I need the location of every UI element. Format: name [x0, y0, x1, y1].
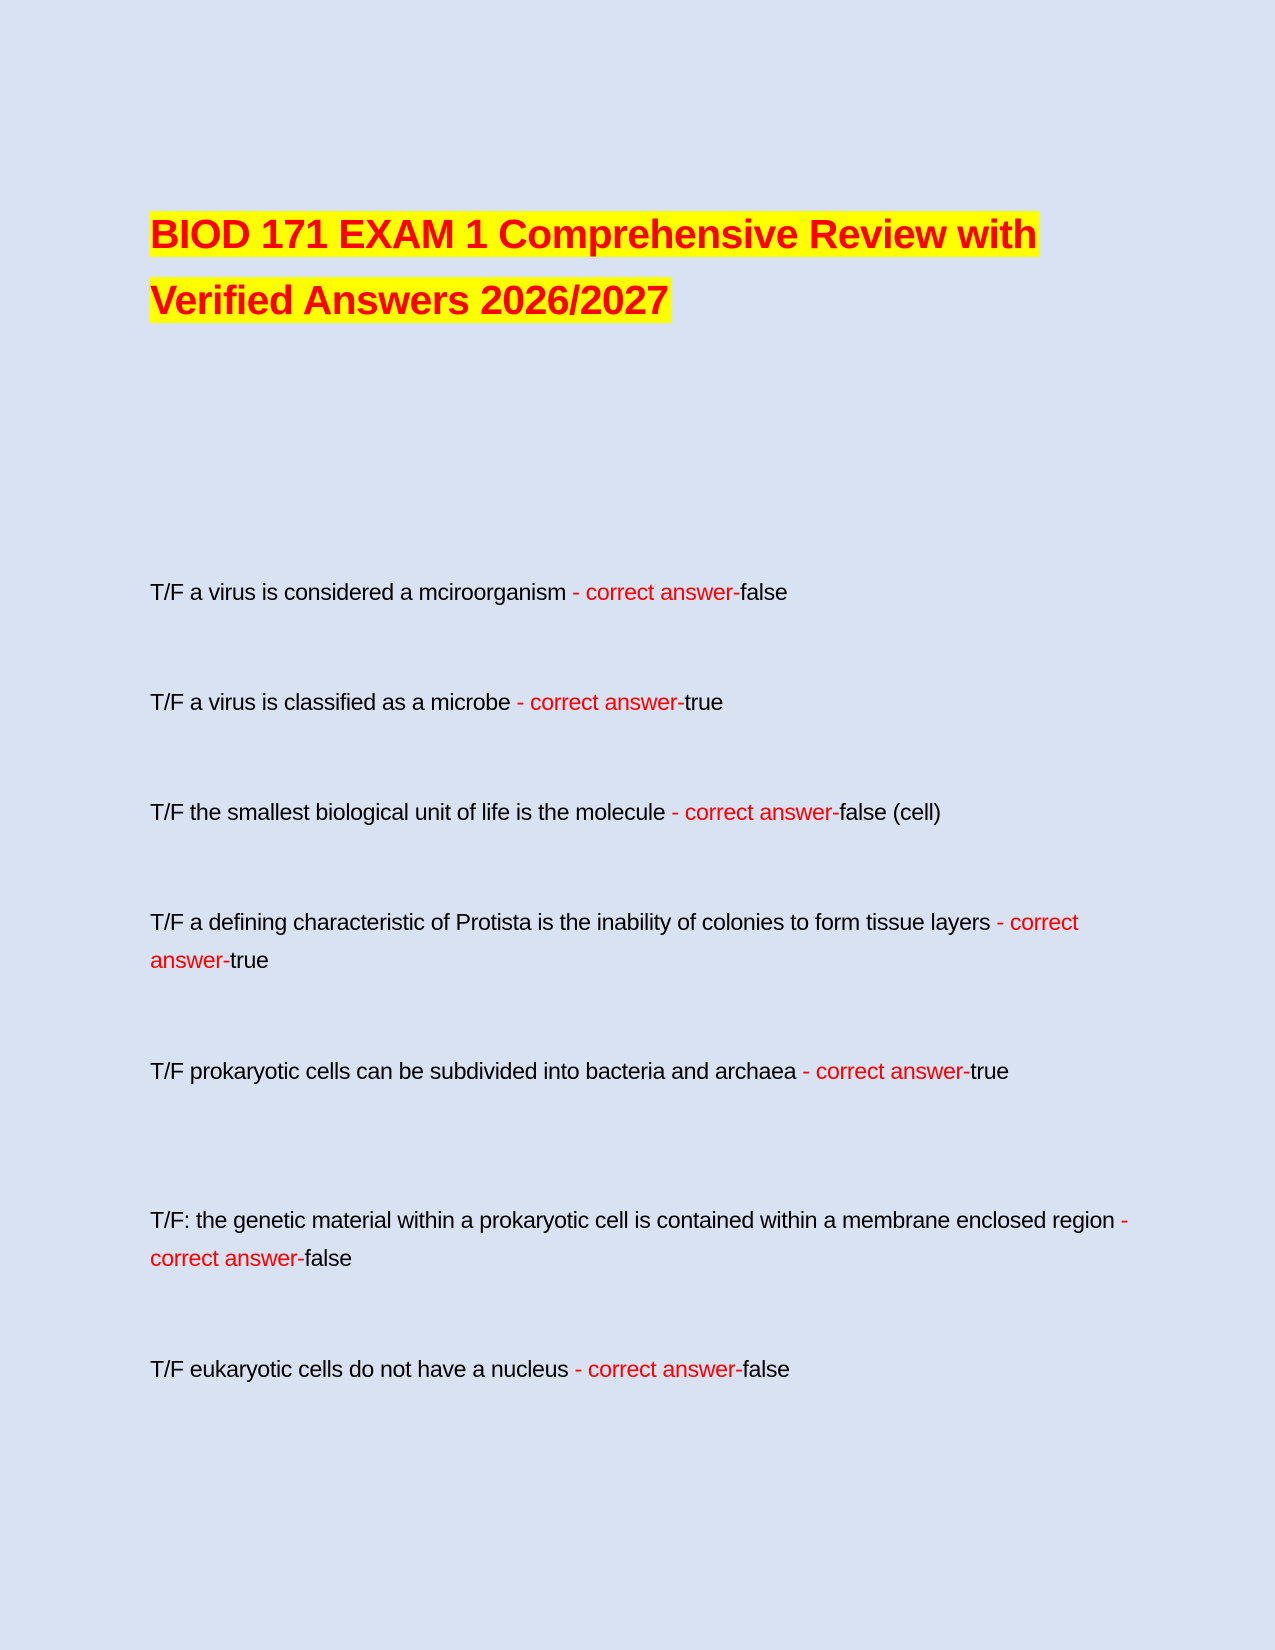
- qa-item: [150, 903, 1130, 979]
- question-text: T/F a virus is classified as a microbe: [150, 689, 517, 715]
- answer-text: false (cell): [839, 799, 941, 825]
- answer-marker: - correct answer-: [150, 909, 1079, 973]
- qa-item: [150, 793, 1130, 831]
- qa-item: [150, 1350, 1130, 1388]
- answer-text: false: [742, 1356, 790, 1382]
- title-highlight: BIOD 171 EXAM 1 Comprehensive Review with Verified Answers 2026/2027: [150, 211, 1037, 323]
- answer-marker: - correct answer-: [516, 689, 685, 715]
- answer-text: true: [684, 689, 724, 715]
- answer-text: true: [970, 1058, 1009, 1084]
- answer-marker: - correct answer-: [802, 1058, 971, 1084]
- qa-item: [150, 573, 1130, 611]
- answer-marker: - correct answer-: [150, 1207, 1129, 1271]
- question-text: T/F: the genetic material within a prokaryotic cell is contained within a membrane enclosed region: [150, 1207, 1121, 1233]
- question-text: T/F a virus is considered a mciroorganism: [150, 579, 573, 605]
- answer-text: true: [230, 947, 269, 973]
- question-text: T/F prokaryotic cells can be subdivided into bacteria and archaea: [150, 1058, 803, 1084]
- question-text: T/F a defining characteristic of Protista is the inability of colonies to form tissue layers: [150, 909, 997, 935]
- answer-text: false: [740, 579, 788, 605]
- answer-marker: - correct answer-: [671, 799, 840, 825]
- answer-marker: - correct answer-: [572, 579, 741, 605]
- qa-item: [150, 1052, 1130, 1090]
- qa-item: [150, 1201, 1130, 1277]
- answer-text: false: [304, 1245, 352, 1271]
- question-text: T/F eukaryotic cells do not have a nucleus: [150, 1356, 575, 1382]
- document-title: [150, 201, 1150, 333]
- qa-item: [150, 683, 1130, 721]
- question-text: T/F the smallest biological unit of life is the molecule: [150, 799, 672, 825]
- answer-marker: - correct answer-: [574, 1356, 743, 1382]
